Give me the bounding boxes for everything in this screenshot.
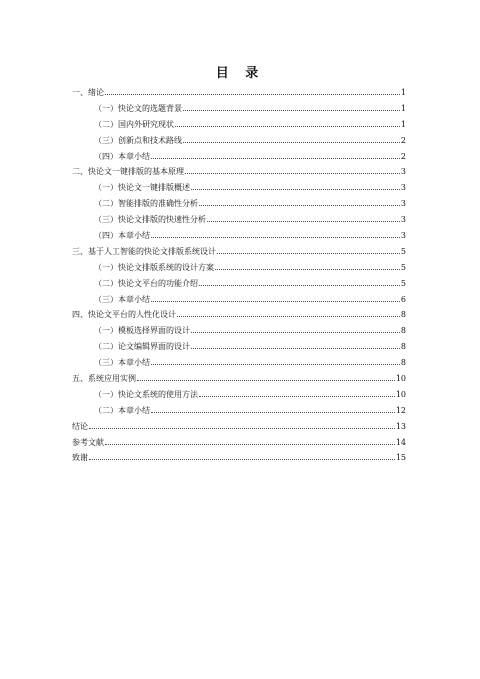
- toc-leader-dots: [151, 227, 400, 238]
- toc-entry[interactable]: [72, 354, 406, 370]
- toc-leader-dots: [183, 100, 400, 111]
- toc-leader-dots: [105, 84, 400, 95]
- toc-entry-title: （二）智能排版的准确性分析: [94, 199, 198, 209]
- toc-entry-page: 8: [400, 326, 406, 336]
- toc-entry-title: 四、快论文平台的人性化设计: [72, 310, 176, 320]
- toc-entry-title: 致谢: [72, 453, 88, 463]
- toc-leader-dots: [199, 195, 400, 206]
- toc-title: 目 录: [215, 66, 265, 81]
- toc-entry[interactable]: [72, 227, 406, 243]
- toc-leader-dots: [215, 259, 400, 270]
- toc-entry-title: （一）快论文系统的使用方法: [94, 389, 198, 399]
- toc-leader-dots: [185, 163, 400, 174]
- toc-entry-page: 12: [395, 405, 406, 415]
- toc-leader-dots: [137, 370, 395, 381]
- toc-entry-page: 8: [400, 342, 406, 352]
- toc-entry-title: （三）创新点和技术路线: [94, 135, 182, 145]
- toc-entry-page: 1: [400, 119, 406, 129]
- toc-entry-page: 13: [395, 421, 406, 431]
- toc-entry-page: 10: [395, 374, 406, 384]
- toc-entry-title: （二）论文编辑界面的设计: [94, 342, 190, 352]
- toc-entry-page: 6: [400, 294, 406, 304]
- toc-leader-dots: [151, 354, 400, 365]
- toc-entry-title: （三）本章小结: [94, 294, 150, 304]
- toc-entry-title: （四）本章小结: [94, 231, 150, 241]
- toc-leader-dots: [199, 275, 400, 286]
- toc-entry[interactable]: [72, 163, 406, 179]
- toc-entry-title: 参考文献: [72, 437, 104, 447]
- toc-entry-title: （一）快论文的选题背景: [94, 103, 182, 113]
- toc-entry[interactable]: [72, 418, 406, 434]
- toc-entry-title: （一）模板选择界面的设计: [94, 326, 190, 336]
- toc-entry[interactable]: [72, 132, 406, 148]
- toc-entry[interactable]: [72, 259, 406, 275]
- toc-entry-title: （二）快论文平台的功能介绍: [94, 278, 198, 288]
- toc-entry-page: 3: [400, 231, 406, 241]
- toc-leader-dots: [183, 132, 400, 143]
- table-of-contents: [72, 84, 406, 465]
- toc-entry[interactable]: [72, 195, 406, 211]
- toc-entry-title: （一）快论文一键排版概述: [94, 183, 190, 193]
- toc-entry-page: 3: [400, 167, 406, 177]
- toc-entry-page: 3: [400, 215, 406, 225]
- toc-entry[interactable]: [72, 386, 406, 402]
- toc-entry[interactable]: [72, 291, 406, 307]
- toc-entry-title: （三）本章小结: [94, 358, 150, 368]
- toc-entry[interactable]: [72, 148, 406, 164]
- toc-leader-dots: [105, 434, 395, 445]
- toc-entry[interactable]: [72, 275, 406, 291]
- toc-entry-title: 结论: [72, 421, 88, 431]
- toc-entry-page: 2: [400, 135, 406, 145]
- toc-leader-dots: [151, 291, 400, 302]
- toc-entry[interactable]: [72, 179, 406, 195]
- toc-entry-title: （二）本章小结: [94, 405, 150, 415]
- toc-entry[interactable]: [72, 322, 406, 338]
- toc-entry-page: 14: [395, 437, 406, 447]
- toc-entry[interactable]: [72, 402, 406, 418]
- toc-entry-title: （二）国内外研究现状: [94, 119, 174, 129]
- toc-entry-page: 8: [400, 310, 406, 320]
- toc-entry-title: 二、快论文一键排版的基本原理: [72, 167, 184, 177]
- toc-entry-page: 15: [395, 453, 406, 463]
- toc-entry[interactable]: [72, 100, 406, 116]
- toc-leader-dots: [199, 386, 395, 397]
- toc-entry-page: 5: [400, 262, 406, 272]
- toc-leader-dots: [175, 116, 400, 127]
- toc-leader-dots: [89, 418, 395, 429]
- toc-entry-page: 10: [395, 389, 406, 399]
- toc-leader-dots: [191, 179, 400, 190]
- toc-entry-title: （三）快论文排版的快速性分析: [94, 215, 206, 225]
- toc-entry-page: 2: [400, 151, 406, 161]
- toc-leader-dots: [191, 322, 400, 333]
- toc-entry-title: 一、绪论: [72, 88, 104, 97]
- toc-entry[interactable]: [72, 449, 406, 465]
- toc-leader-dots: [217, 243, 400, 254]
- toc-leader-dots: [177, 306, 400, 317]
- toc-entry[interactable]: [72, 84, 406, 100]
- toc-entry[interactable]: [72, 211, 406, 227]
- toc-leader-dots: [151, 402, 395, 413]
- toc-entry[interactable]: [72, 243, 406, 259]
- toc-entry-title: 五、系统应用实例: [72, 374, 136, 384]
- toc-entry-page: 8: [400, 358, 406, 368]
- toc-entry-page: 1: [400, 88, 406, 97]
- toc-entry[interactable]: [72, 434, 406, 450]
- toc-leader-dots: [151, 148, 400, 159]
- toc-entry-page: 3: [400, 183, 406, 193]
- toc-entry-title: 三、基于人工智能的快论文排版系统设计: [72, 246, 216, 256]
- toc-entry-page: 5: [400, 278, 406, 288]
- toc-entry-page: 1: [400, 103, 406, 113]
- toc-entry[interactable]: [72, 116, 406, 132]
- toc-entry[interactable]: [72, 338, 406, 354]
- toc-entry-title: （四）本章小结: [94, 151, 150, 161]
- toc-entry-page: 5: [400, 246, 406, 256]
- toc-entry-page: 3: [400, 199, 406, 209]
- toc-leader-dots: [207, 211, 400, 222]
- toc-entry-title: （一）快论文排版系统的设计方案: [94, 262, 214, 272]
- toc-entry[interactable]: [72, 370, 406, 386]
- toc-leader-dots: [89, 449, 395, 460]
- toc-leader-dots: [191, 338, 400, 349]
- toc-entry[interactable]: [72, 306, 406, 322]
